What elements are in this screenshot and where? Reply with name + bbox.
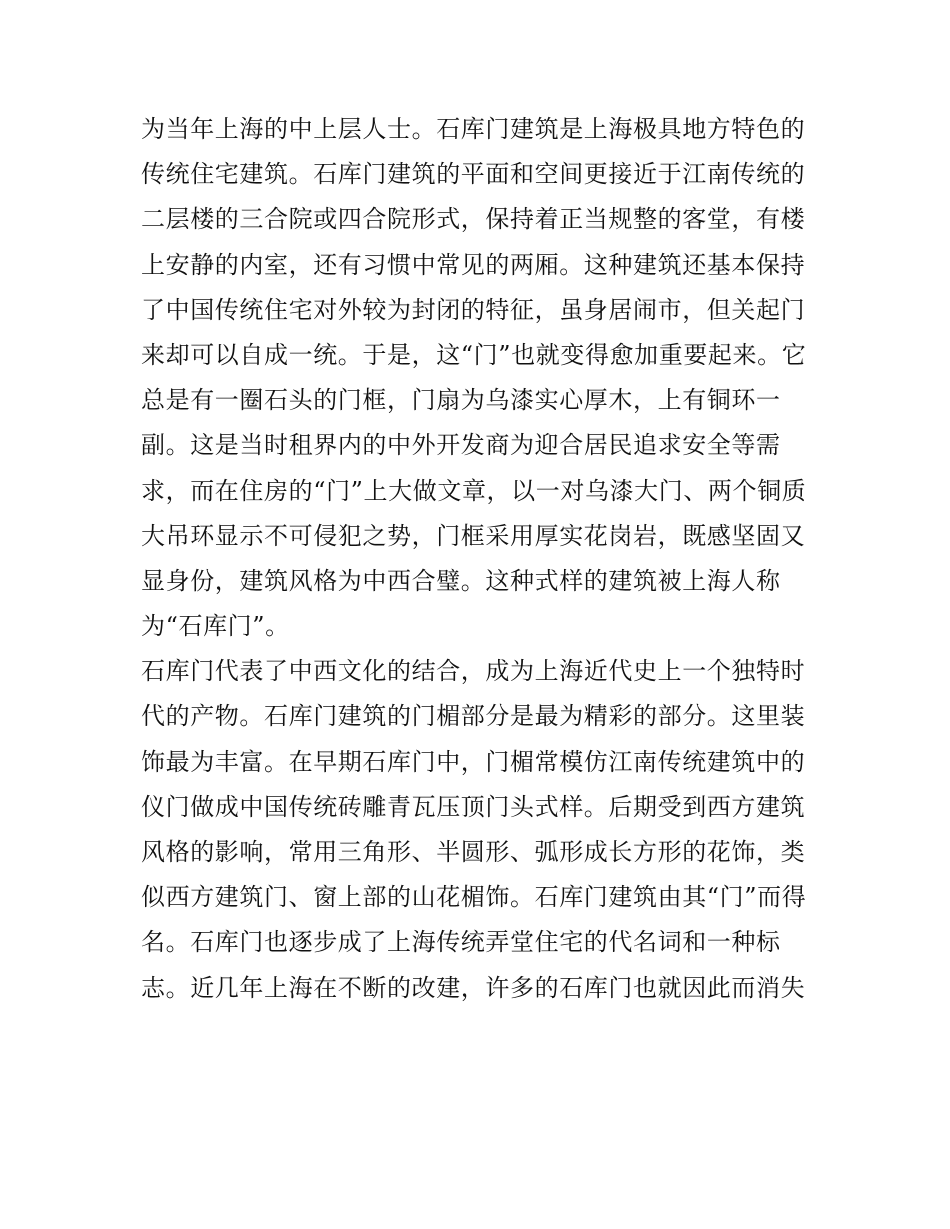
text-line: 为当年上海的中上层人士。石库门建筑是上海极具地方特色的 (141, 115, 806, 143)
text-line: 名。石库门也逐步成了上海传统弄堂住宅的代名词和一种标 (141, 928, 781, 957)
text-line: 显身份，建筑风格为中西合璧。这种式样的建筑被上海人称 (141, 566, 781, 595)
text-line: 大吊环显示不可侵犯之势，门框采用厚实花岗岩，既感坚固又 (141, 521, 806, 550)
text-line: 仪门做成中国传统砖雕青瓦压顶门头式样。后期受到西方建筑 (141, 792, 806, 821)
text-line: 上安静的内室，还有习惯中常见的两厢。这种建筑还基本保持 (141, 250, 806, 279)
text-line: 风格的影响，常用三角形、半圆形、弧形成长方形的花饰，类 (141, 838, 806, 866)
text-line: 求，而在住房的“门”上大做文章，以一对乌漆大门、两个铜质 (141, 476, 807, 505)
text-line: 石库门代表了中西文化的结合，成为上海近代史上一个独特时 (141, 657, 806, 686)
text-line: 似西方建筑门、窗上部的山花楣饰。石库门建筑由其“门”而得 (141, 883, 807, 912)
body-text (141, 107, 821, 1011)
text-line: 传统住宅建筑。石库门建筑的平面和空间更接近于江南传统的 (141, 160, 806, 189)
text-line: 为“石库门”。 (141, 612, 290, 641)
text-line: 二层楼的三合院或四合院形式，保持着正当规整的客堂，有楼 (141, 205, 806, 234)
text-line: 来却可以自成一统。于是，这“门”也就变得愈加重要起来。它 (141, 340, 807, 369)
text-line: 副。这是当时租界内的中外开发商为迎合居民追求安全等需 (141, 431, 781, 460)
text-line: 总是有一圈石头的门框，门扇为乌漆实心厚木，上有铜环一 (141, 386, 781, 415)
text-line: 志。近几年上海在不断的改建，许多的石库门也就因此而消失 (141, 973, 806, 1002)
text-line: 了中国传统住宅对外较为封闭的特征，虽身居闹市，但关起门 (141, 295, 806, 324)
text-line: 饰最为丰富。在早期石库门中，门楣常模仿江南传统建筑中的 (141, 747, 806, 776)
text-line: 代的产物。石库门建筑的门楣部分是最为精彩的部分。这里装 (141, 702, 806, 731)
